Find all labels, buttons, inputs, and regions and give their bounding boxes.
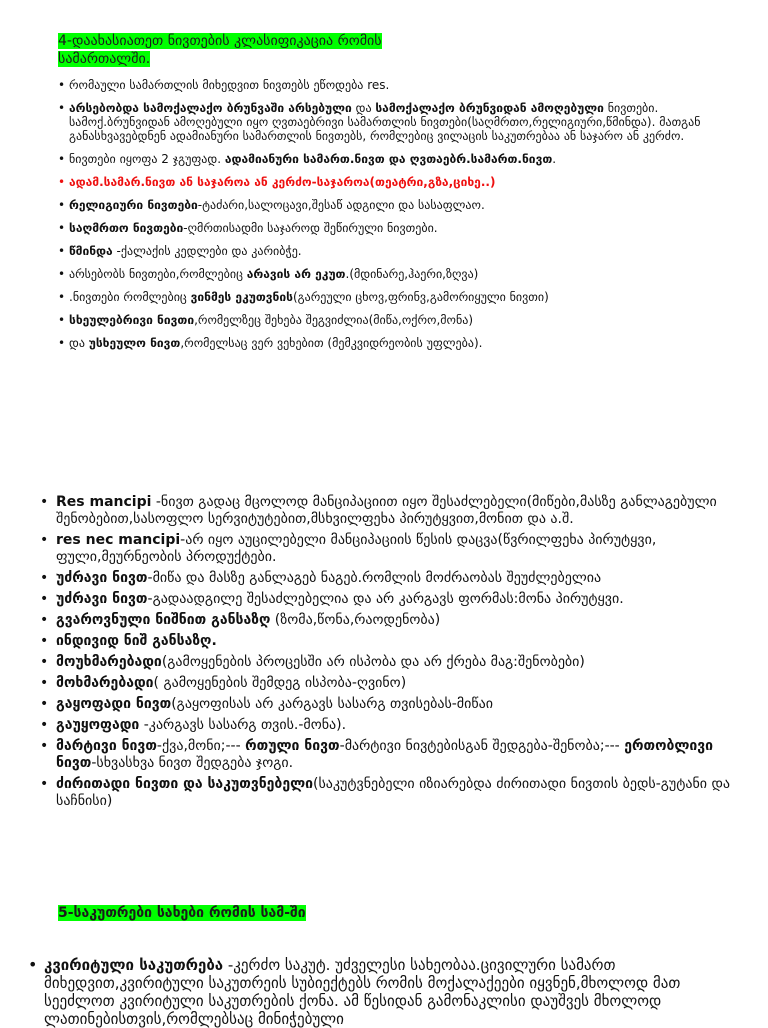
list-item [40,591,740,608]
list-item [58,313,748,327]
list-item [58,101,748,143]
term-bold: კვირიტული საკუთრება [44,956,224,974]
item-text: . [552,152,557,166]
item-text: რომაული სამართლის მიხედვით ნივთებს ეწოდება res. [69,78,390,92]
item-text: ნივთები იყოფა 2 ჯგუფად. [69,152,225,166]
term-bold: ადამიანური სამართ.ნივთ და ღვთაებრ.სამართ.ნივთ [224,152,553,166]
item-text: -სხვასხვა ნივთ შედგება ჯოგი. [91,755,294,771]
list-item [58,336,748,350]
list-item [40,738,740,772]
item-text: -ქალაქის კედლები და კარიბჭე. [112,244,302,258]
item-text: (გარეული ცხოვ,ფრინვ,გამორიყული ნივთი) [292,290,549,304]
item-text: არსებობს ნივთები,რომლებიც [69,267,247,281]
item-text: -არ იყო აუცილებელი მანციპაციის წესის დაცვა(წვრილფეხა პირუტყვი, ფული,მეურნეობის პროდუქტები. [56,532,657,565]
list-item [40,654,740,671]
list-item [40,494,740,528]
item-text: -ნივთ გადაც მცოლოდ მანციპაციით იყო შესაძლებელი(მიწები,მასზე განლაგებული შენობებით,სასოფლო სერვიტუტებით,მსხვილფეხა პირუტყვით,მონით და ა.შ. [56,494,717,527]
term-bold: Res mancipi [56,494,152,510]
item-text: ,რომელსაც ვერ ვეხებით (მემკვიდრეობის უფლება). [180,336,483,350]
term-bold: სამოქალაქო ბრუნვიდან ამოღებული [375,101,604,115]
item-text: -კერძო საკუტ. უძველესი სახეობაა.ცივილური სამართ მიხედვით,კვირიტული საკუთრეის სუბიექტებს რომის მოქალაქეები იყვნენ,მხოლოდ მათ სეეძლოთ კვირიტული საკუთრების ქონა. ამ წესიდან გამონაკლისი დაუშვეს მხოლოდ ლათინებისთვის,რომლებსაც მინიჭებული [44,956,681,1028]
term-bold: ვინმეს ეკუთვნის [190,290,293,304]
item-text: -მარტივი ნივტებისგან შედგება-შენობა;--- [339,738,625,754]
section-heading-5 [58,904,328,922]
term-bold: გვაროვნული ნიშნით განსაზღ [56,612,271,628]
term-bold: მოხმარებადი [56,675,154,691]
term-bold: ძირითადი ნივთი და საკუთვნებელი [56,776,314,792]
term-bold: სხეულებრივი ნივთი [69,313,195,327]
section-heading-text: 5-საკუთრები სახები რომის სამ-ში [58,905,306,921]
list-item [40,532,740,566]
term-bold: უძრავი ნივთ [56,591,148,607]
ownership-types-list [28,956,748,1028]
list-item [58,244,748,258]
item-text: ნივთები. სამოქ.ბრუნვიდან ამოღებული იყო ღვთაებრივი სამართლის ნივთები(საღმრთო,რელიგიური,წმინდა). მათგან განასხვავებდნენ ადამიანური სამართლის ნივთებს, რომლებიც ვილაცის საკუთრებაა ან საჯარო ან კერძო. [69,101,701,143]
item-text: (გამოყენების პროცესში არ ისპობა და არ ქრება მაგ:შენობები) [161,654,585,670]
item-text: ,რომელზეც შეხება შეგვიძლია(მიწა,ოქრო,მონა) [194,313,474,327]
term-bold: რთული ნივთ [245,738,340,754]
list-item [58,198,748,212]
list-item [40,633,740,650]
list-item [40,776,740,810]
item-text: -მიწა და მასზე განლაგებ ნაგებ.რომლის მოძრაობას შეუძლებელია [147,570,602,586]
list-item [40,570,740,587]
item-text: -გადაადგილე შესაძლებელია და არ კარგავს ფორმას:მონა პირუტყვი. [147,591,624,607]
term-bold: უსხეულო ნივთ [88,336,181,350]
item-text: (ზომა,წონა,რაოდენობა) [270,612,441,628]
term-bold: res nec mancipi [56,532,181,548]
item-text: და [351,101,376,115]
list-item [40,696,740,713]
term-bold: გაუყოფადი [56,717,140,733]
item-text: -კარგავს სასარგ თვის.-მონა). [139,717,347,733]
item-text: -ქვა,მონი;--- [156,738,246,754]
list-item [58,221,748,235]
list-item [58,267,748,281]
item-text: -ტაძარი,სალოცავი,შესაწ ადგილი და სასაფლაო. [197,198,485,212]
item-text: ( გამოყენების შემდეგ ისპობა-ღვინო) [153,675,407,691]
list-item [58,152,748,166]
term-bold: მარტივი ნივთ [56,738,157,754]
item-text: (გაყოფისას არ კარგავს სასარგ თვისებას-მიწაი [171,696,493,712]
term-bold: რელიგიური ნივთები [69,198,198,212]
section-heading-text: 4-დაახასიათეთ ნივთების კლასიფიკაცია რომის სამართალში. [58,33,382,67]
term-bold: არავის არ ეკუთ [246,267,346,281]
list-item [58,175,748,189]
classification-list [58,78,748,359]
item-text: .(მდინარე,ჰაერი,ზღვა) [345,267,479,281]
term-bold: საღმრთო ნივთები [69,221,184,235]
list-item [40,717,740,734]
list-item [40,675,740,692]
section-heading-4 [58,32,398,68]
res-types-list [40,494,740,814]
list-item [28,956,748,1028]
list-item [40,612,740,629]
term-bold: ერთობლივი ნივთ [56,738,714,771]
term-bold: მოუხმარებადი [56,654,162,670]
list-item [58,78,748,92]
term-bold: ინდივიდ ნიშ განსაზღ. [56,633,217,649]
term-bold: არსებობდა სამოქალაქო ბრუნვაში არსებული [69,101,352,115]
list-item [58,290,748,304]
item-text: -ღმრთისადმი საჯაროდ შეწირული ნივთები. [183,221,438,235]
term-bold: წმინდა [69,244,113,258]
term-bold: გაყოფადი ნივთ [56,696,172,712]
item-text: .ნივთები რომლებიც [69,290,191,304]
item-text: (საკუტვნებელი იზიარებდა ძირითადი ნივთის ბედს-გუტანი და საჩნისი) [56,776,731,809]
item-text: და [69,336,89,350]
term-bold: უძრავი ნივთ [56,570,148,586]
term-bold: ადამ.სამარ.ნივთ ან საჯაროა ან კერძო-საჯაროა(თეატრი,გზა,ციხე..) [69,175,496,189]
